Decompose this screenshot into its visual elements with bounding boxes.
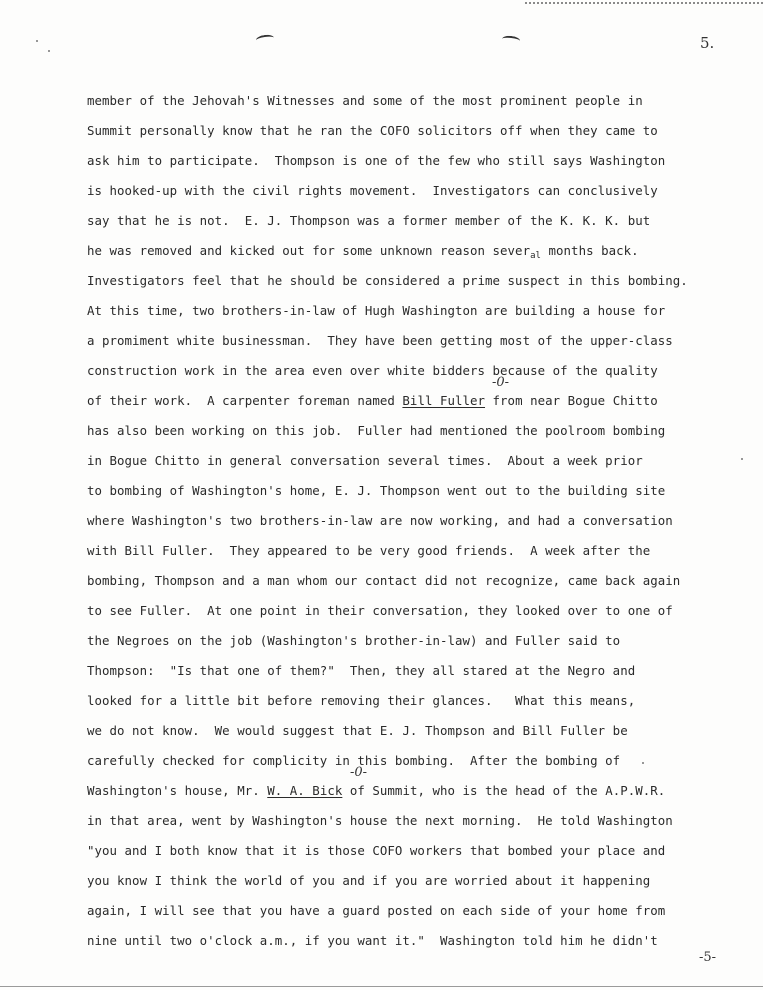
text-segment: of Summit, who is the head of the A.P.W.R. [342, 783, 666, 798]
text-segment: of their work. A carpenter foreman named [87, 393, 403, 408]
text-segment: from near Bogue Chitto [485, 393, 658, 408]
text-line: with Bill Fuller. They appeared to be very good friends. A week after the [87, 543, 651, 558]
bottom-edge-line [0, 986, 763, 987]
text-line: "you and I both know that it is those COFO workers that bombed your place and [87, 843, 666, 858]
text-line: ask him to participate. Thompson is one of the few who still says Washington [87, 153, 666, 168]
text-line: say that he is not. E. J. Thompson was a former member of the K. K. K. but [87, 213, 651, 228]
text-line: carefully checked for complicity in this bombing. After the bombing of [87, 753, 621, 768]
text-line: again, I will see that you have a guard posted on each side of your home from [87, 903, 666, 918]
text-segment: Washington's house, Mr. [87, 783, 268, 798]
text-line: to see Fuller. At one point in their conversation, they looked over to one of [87, 603, 673, 618]
text-line: has also been working on this job. Fuller had mentioned the poolroom bombing [87, 423, 666, 438]
handwritten-mark: -0- [350, 765, 368, 780]
text-line [87, 393, 658, 408]
text-line: looked for a little bit before removing their glances. What this means, [87, 693, 636, 708]
text-line: where Washington's two brothers-in-law are now working, and had a conversation [87, 513, 673, 528]
scan-speck [642, 762, 644, 764]
text-line: Summit personally know that he ran the COFO solicitors off when they came to [87, 123, 658, 138]
text-line: we do not know. We would suggest that E. J. Thompson and Bill Fuller be [87, 723, 628, 738]
text-line: At this time, two brothers-in-law of Hugh Washington are building a house for [87, 303, 666, 318]
text-segment: he was removed and kicked out for some unknown reason sever [87, 243, 531, 258]
text-line: in Bogue Chitto in general conversation several times. About a week prior [87, 453, 643, 468]
handwritten-mark: -0- [492, 375, 510, 390]
text-line: bombing, Thompson and a man whom our contact did not recognize, came back again [87, 573, 681, 588]
text-line: the Negroes on the job (Washington's brother-in-law) and Fuller said to [87, 633, 621, 648]
text-segment: months back. [541, 243, 639, 258]
text-line [87, 243, 639, 261]
top-edge-dots [525, 2, 763, 4]
text-line [87, 783, 665, 798]
page-number: 5. [700, 34, 715, 52]
scan-speck [48, 50, 50, 52]
scan-speck [36, 40, 38, 42]
footer-page-marker: -5- [699, 950, 717, 965]
text-line: you know I think the world of you and if you are worried about it happening [87, 873, 651, 888]
text-line: member of the Jehovah's Witnesses and some of the most prominent people in [87, 93, 643, 108]
text-line: construction work in the area even over white bidders because of the quality [87, 363, 658, 378]
underlined-name: Bill Fuller [402, 393, 486, 408]
typed-subscript: al [530, 251, 542, 261]
text-line: nine until two o'clock a.m., if you want it." Washington told him he didn't [87, 933, 658, 948]
text-line: Thompson: "Is that one of them?" Then, they all stared at the Negro and [87, 663, 636, 678]
scan-speck [741, 458, 743, 460]
text-line: to bombing of Washington's home, E. J. Thompson went out to the building site [87, 483, 666, 498]
text-line: a promiment white businessman. They have been getting most of the upper-class [87, 333, 673, 348]
underlined-name: W. A. Bick [267, 783, 343, 798]
text-line: Investigators feel that he should be considered a prime suspect in this bombing. [87, 273, 688, 288]
scan-mark-left [256, 34, 275, 44]
text-line: is hooked-up with the civil rights movement. Investigators can conclusively [87, 183, 658, 198]
text-line: in that area, went by Washington's house the next morning. He told Washington [87, 813, 673, 828]
scan-mark-right [502, 35, 521, 45]
